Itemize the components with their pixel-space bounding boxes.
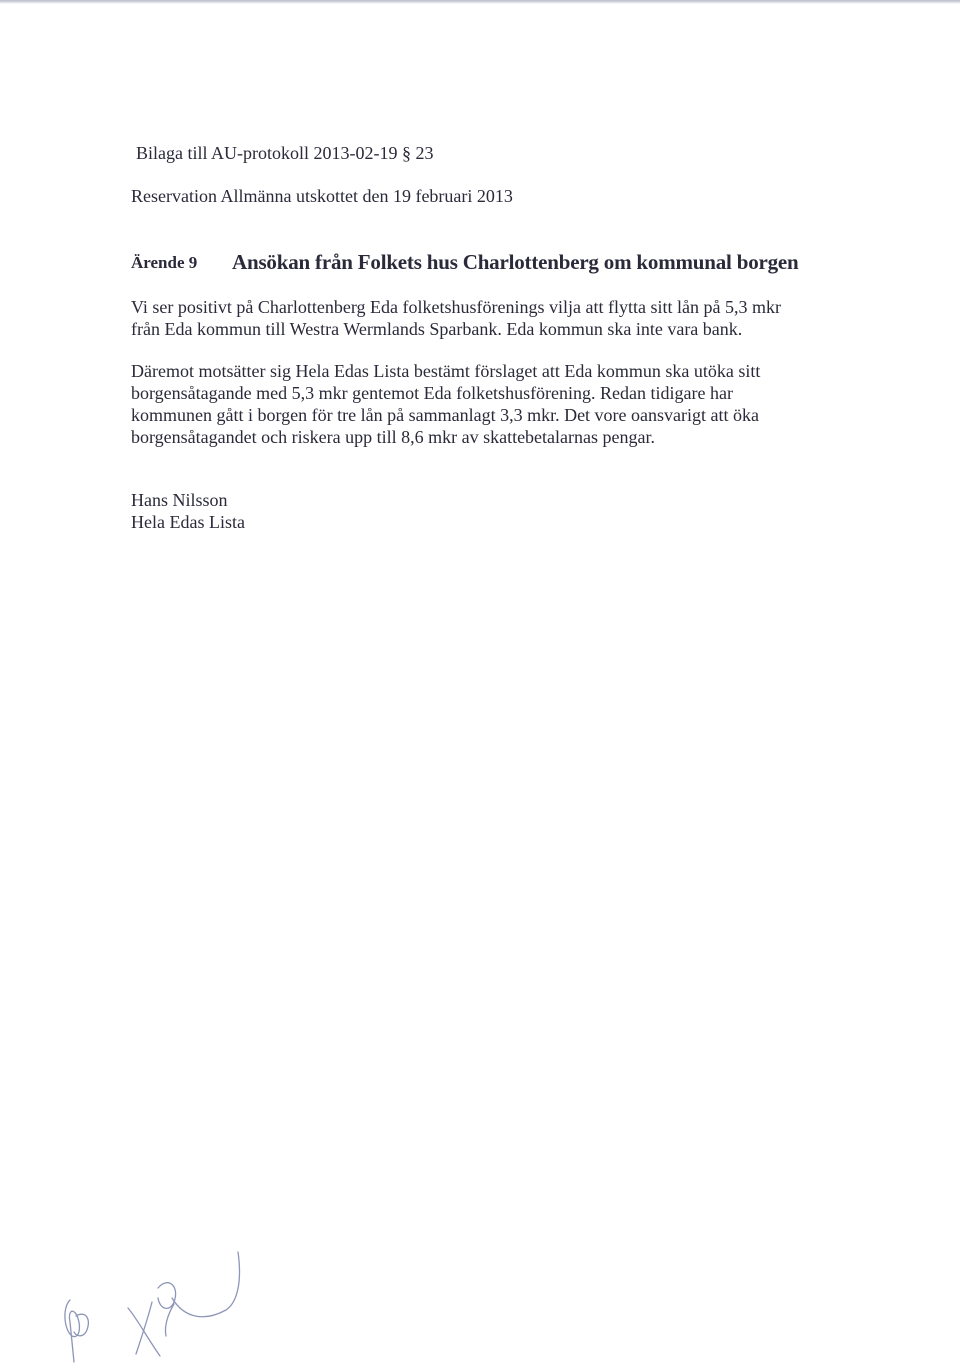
signer-organization: Hela Edas Lista <box>131 512 245 532</box>
paragraph-line: Däremot motsätter sig Hela Edas Lista bestämt förslaget att Eda kommun ska utöka sitt <box>131 361 761 381</box>
paragraph-support <box>131 296 851 340</box>
matter-number: Ärende 9 <box>131 253 198 272</box>
attachment-reference: Bilaga till AU-protokoll 2013-02-19 § 23 <box>136 143 434 163</box>
signer-name: Hans Nilsson <box>131 490 228 510</box>
reservation-line: Reservation Allmänna utskottet den 19 februari 2013 <box>131 186 513 206</box>
paragraph-objection <box>131 360 851 448</box>
paragraph-line: kommunen gått i borgen för tre lån på sammanlagt 3,3 mkr. Det vore oansvarigt att öka <box>131 405 760 425</box>
scan-top-edge <box>0 0 960 4</box>
paragraph-line: från Eda kommun till Westra Wermlands Sparbank. Eda kommun ska inte vara bank. <box>131 319 743 339</box>
signature-block <box>131 489 245 533</box>
paragraph-line: Vi ser positivt på Charlottenberg Eda folketshusförenings vilja att flytta sitt lån på 5,3 mkr <box>131 297 781 317</box>
paragraph-line: borgensåtagandet och riskera upp till 8,6 mkr av skattebetalarnas pengar. <box>131 427 655 447</box>
paragraph-line: borgensåtagande med 5,3 mkr gentemot Eda folketshusförening. Redan tidigare har <box>131 383 733 403</box>
handwritten-initials <box>56 1240 256 1365</box>
matter-title: Ansökan från Folkets hus Charlottenberg om kommunal borgen <box>232 250 799 274</box>
